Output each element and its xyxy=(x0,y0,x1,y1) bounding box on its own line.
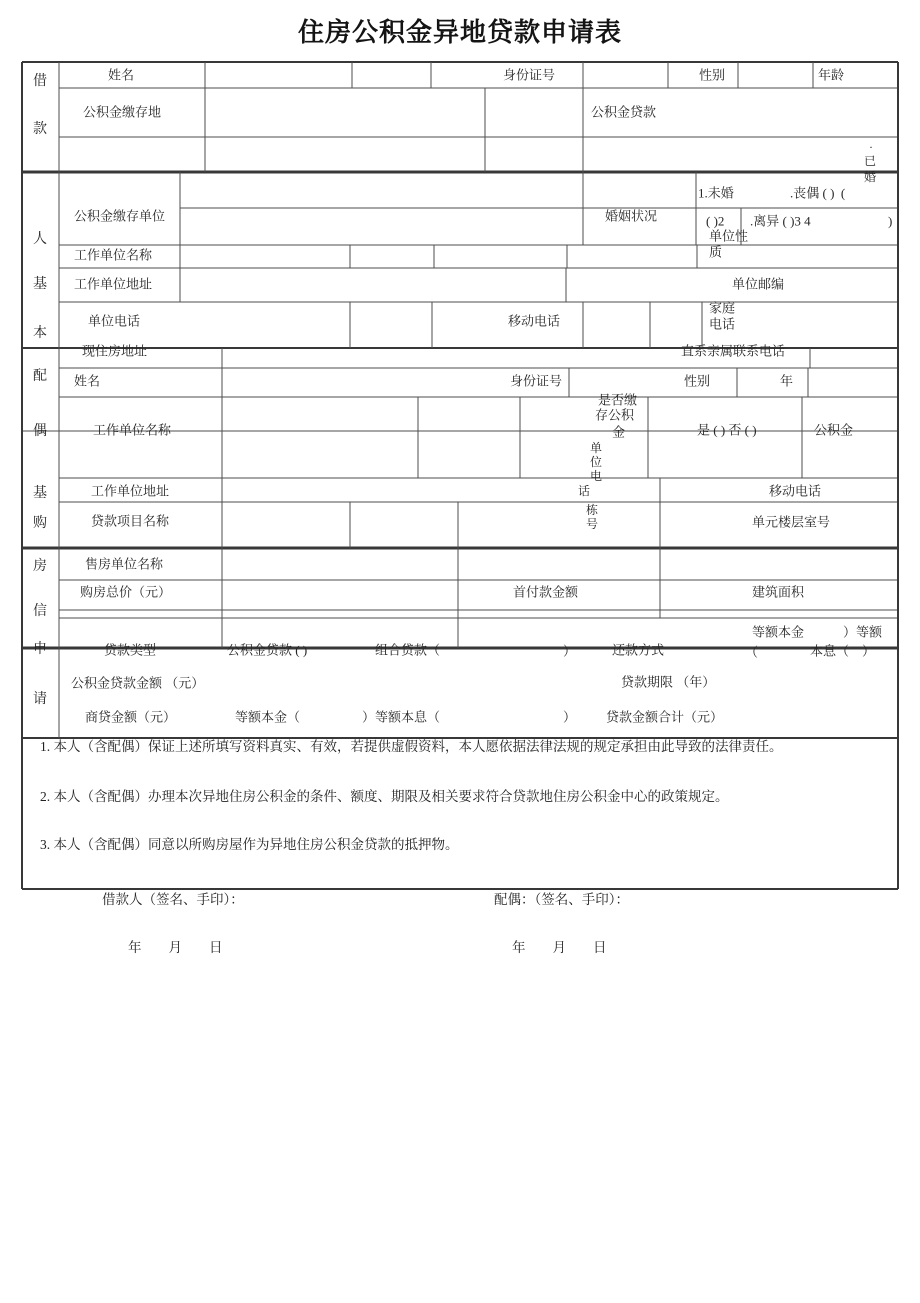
label-equal-interest-opt: ）等额本息（ xyxy=(362,709,441,725)
label-gender: 性别 xyxy=(699,67,726,83)
label-unit-tel-1: 单 xyxy=(590,441,603,456)
label-current-address: 现住房地址 xyxy=(82,343,148,359)
label-total-price: 购房总价（元） xyxy=(80,584,172,600)
label-unit-postcode: 单位邮编 xyxy=(732,276,785,292)
label-repayment-method: 还款方式 xyxy=(612,642,665,658)
side-char-kuan: 款 xyxy=(33,122,47,137)
label-spouse-work-unit: 工作单位名称 xyxy=(93,422,172,438)
label-work-unit-address: 工作单位地址 xyxy=(74,276,153,292)
label-work-unit-name: 工作单位名称 xyxy=(74,247,153,263)
side-char-ben: 本 xyxy=(33,326,47,341)
label-unit-floor-room: 单元楼层室号 xyxy=(752,514,831,530)
label-down-payment: 首付款金额 xyxy=(513,584,579,600)
side-char-shen: 申 xyxy=(33,642,47,657)
label-fund-paid-1: 是否缴 xyxy=(598,392,638,408)
label-marital-option-2: ( )2 xyxy=(706,213,725,229)
declaration-1: 1. 本人（含配偶）保证上述所填写资料真实、有效，若提供虚假资料，本人愿依据法律法规的规定承担由此导致的法律责任。 xyxy=(40,739,783,754)
fragment-hun: 婚 xyxy=(864,170,877,185)
fragment-dot: · xyxy=(869,140,873,155)
label-building-no-1: 栋 xyxy=(586,503,599,518)
label-spouse-name: 姓名 xyxy=(74,373,101,389)
label-id-number: 身份证号 xyxy=(503,67,556,83)
label-fund-loan-amount: 公积金贷款金额 （元） xyxy=(71,675,205,691)
label-unit-tel-4: 话 xyxy=(578,484,591,499)
fragment-benxi: 本息（ ） xyxy=(810,643,876,659)
label-loan-project-name: 贷款项目名称 xyxy=(91,513,170,529)
label-employer-nature-1: 单位性 xyxy=(709,228,749,244)
side-char-gou: 购 xyxy=(33,516,47,531)
side-char-ou: 偶 xyxy=(33,424,47,439)
label-fund-paid-2: 存公积 xyxy=(595,407,635,423)
fragment-close-paren-d: ) xyxy=(888,213,893,229)
label-spouse-mobile: 移动电话 xyxy=(769,483,822,499)
label-loan-term: 贷款期限 （年） xyxy=(621,674,716,690)
label-seller-unit-name: 售房单位名称 xyxy=(85,556,164,572)
label-equal-principal-opt: 等额本金（ xyxy=(235,709,301,725)
label-home-phone-2: 电话 xyxy=(709,316,736,332)
fragment-equal-top: ）等额 xyxy=(843,624,883,640)
label-total-loan-amount: 贷款金额合计（元） xyxy=(606,709,724,725)
label-marital-option-1: 1.未婚 xyxy=(698,185,734,201)
label-fund-deposit-employer: 公积金缴存单位 xyxy=(74,208,166,224)
declaration-3: 3. 本人（含配偶）同意以所购房屋作为异地住房公积金贷款的抵押物。 xyxy=(40,837,459,852)
page-title: 住房公积金异地贷款申请表 xyxy=(297,18,622,47)
label-fund-paid-3: 金 xyxy=(612,424,626,440)
spouse-date-label: 年 月 日 xyxy=(512,940,607,955)
label-fund-loan-option: 公积金贷款 ( ) xyxy=(227,642,308,658)
label-employer-nature-2: 质 xyxy=(709,244,723,260)
fragment-paren-3: ） xyxy=(563,709,577,725)
label-unit-tel-2: 位 xyxy=(590,455,603,470)
label-spouse-gender: 性别 xyxy=(684,373,711,389)
fragment-paren-1: ） xyxy=(563,643,577,659)
label-unit-phone: 单位电话 xyxy=(88,313,141,329)
label-building-no-2: 号 xyxy=(586,517,599,532)
label-spouse-work-address: 工作单位地址 xyxy=(91,483,170,499)
label-marital-option-3: .离异 ( )3 4 xyxy=(750,213,811,229)
label-fund-deposit-place: 公积金缴存地 xyxy=(83,104,162,120)
label-loan-type: 贷款类型 xyxy=(104,642,157,658)
label-home-phone-1: 家庭 xyxy=(709,300,736,316)
fragment-equal-principal: 等额本金 xyxy=(752,624,805,640)
label-unit-tel-3: 电 xyxy=(590,469,603,484)
side-char-ji2: 基 xyxy=(33,486,47,501)
side-char-jie: 借 xyxy=(33,74,47,89)
side-char-xin: 信 xyxy=(33,604,47,619)
label-marital-option-4: .丧偶 ( ) ( xyxy=(790,185,846,201)
label-name: 姓名 xyxy=(108,67,135,83)
side-char-fang: 房 xyxy=(33,559,47,574)
side-char-ji1: 基 xyxy=(33,277,47,292)
side-char-pei: 配 xyxy=(33,369,47,384)
borrower-date-label: 年 月 日 xyxy=(128,940,223,955)
spouse-signature-label: 配偶：（签名、手印）： xyxy=(494,892,629,907)
label-fund: 公积金 xyxy=(814,422,854,438)
label-age: 年龄 xyxy=(818,67,845,83)
side-char-ren: 人 xyxy=(33,232,47,247)
side-char-qing: 请 xyxy=(33,692,47,707)
label-spouse-age: 年 xyxy=(780,373,794,389)
label-marital-status: 婚姻状况 xyxy=(605,208,658,224)
label-mobile-phone: 移动电话 xyxy=(508,313,561,329)
fragment-yi: 已 xyxy=(864,154,877,169)
borrower-signature-label: 借款人（签名、手印）： xyxy=(102,892,244,907)
label-combo-loan-option: 组合贷款（ xyxy=(375,642,441,658)
label-spouse-id: 身份证号 xyxy=(510,373,563,389)
label-building-area: 建筑面积 xyxy=(752,584,805,600)
label-commercial-amount: 商贷金额（元） xyxy=(85,709,177,725)
label-yes-no: 是 ( ) 否 ( ) xyxy=(697,422,757,438)
label-fund-loan: 公积金贷款 xyxy=(591,104,657,120)
label-relative-phone: 直系亲属联系电话 xyxy=(681,343,786,359)
declaration-2: 2. 本人（含配偶）办理本次异地住房公积金的条件、额度、期限及相关要求符合贷款地住房公积金中心的政策规定。 xyxy=(40,789,729,804)
fragment-paren-2: （ xyxy=(745,644,759,660)
